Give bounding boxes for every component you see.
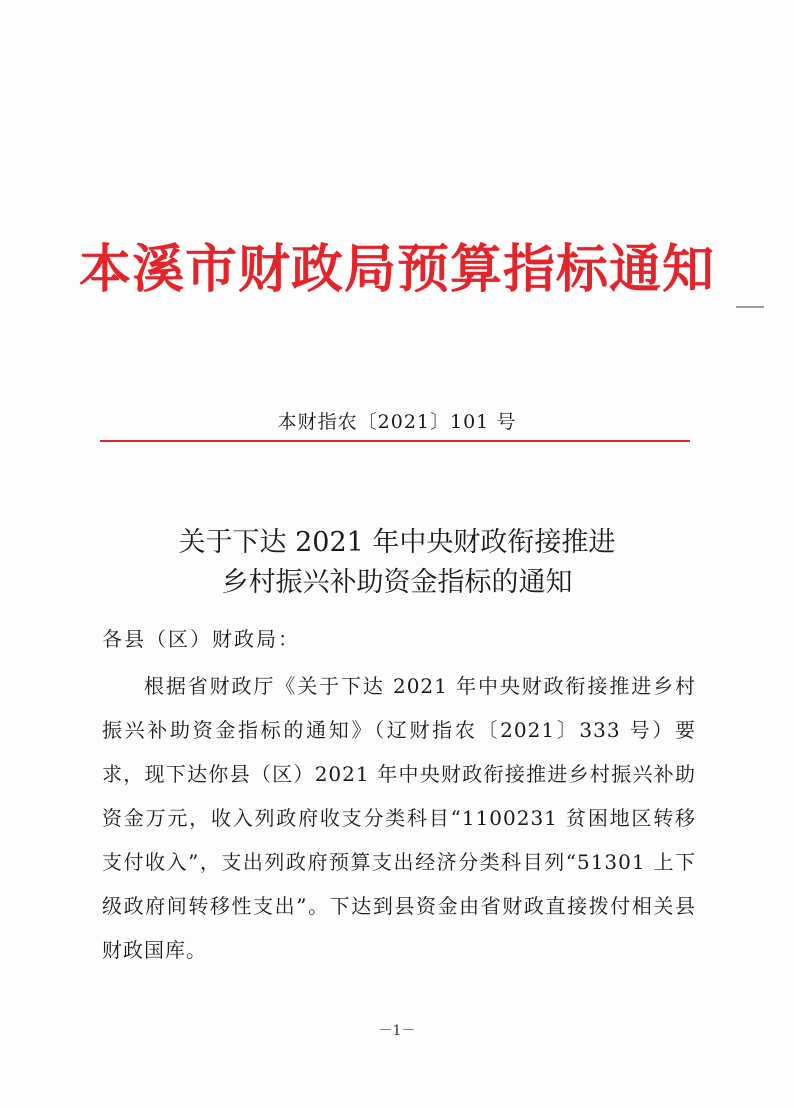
page-number: －1－ bbox=[378, 1023, 416, 1039]
notice-title-line-2: 乡村振兴补助资金指标的通知 bbox=[221, 567, 573, 598]
header-title: 本溪市财政局预算指标通知 bbox=[78, 240, 715, 300]
body-paragraph: 根据省财政厅《关于下达 2021 年中央财政衔接推进乡村振兴补助资金指标的通知》（辽财指农〔2021〕333 号）要求，现下达你县（区）2021 年中央财政衔接推进乡村振兴补助资金万元，收入列政府收支分类科目“1100231 贫困地区转移支付收入”，支出列政府预算支出经济分类科目列“51301 上下级政府间转移性支出”。下达到县资金由省财政直接拨付相关县财政国库。 bbox=[102, 674, 696, 962]
red-divider-line bbox=[100, 440, 690, 442]
document-number: 本财指农〔2021〕101 号 bbox=[277, 411, 517, 433]
notice-title-line-1: 关于下达 2021 年中央财政衔接推进 bbox=[178, 527, 616, 558]
notice-title bbox=[0, 523, 794, 603]
scan-mark bbox=[736, 306, 764, 308]
recipient: 各县（区）财政局： bbox=[102, 627, 300, 651]
